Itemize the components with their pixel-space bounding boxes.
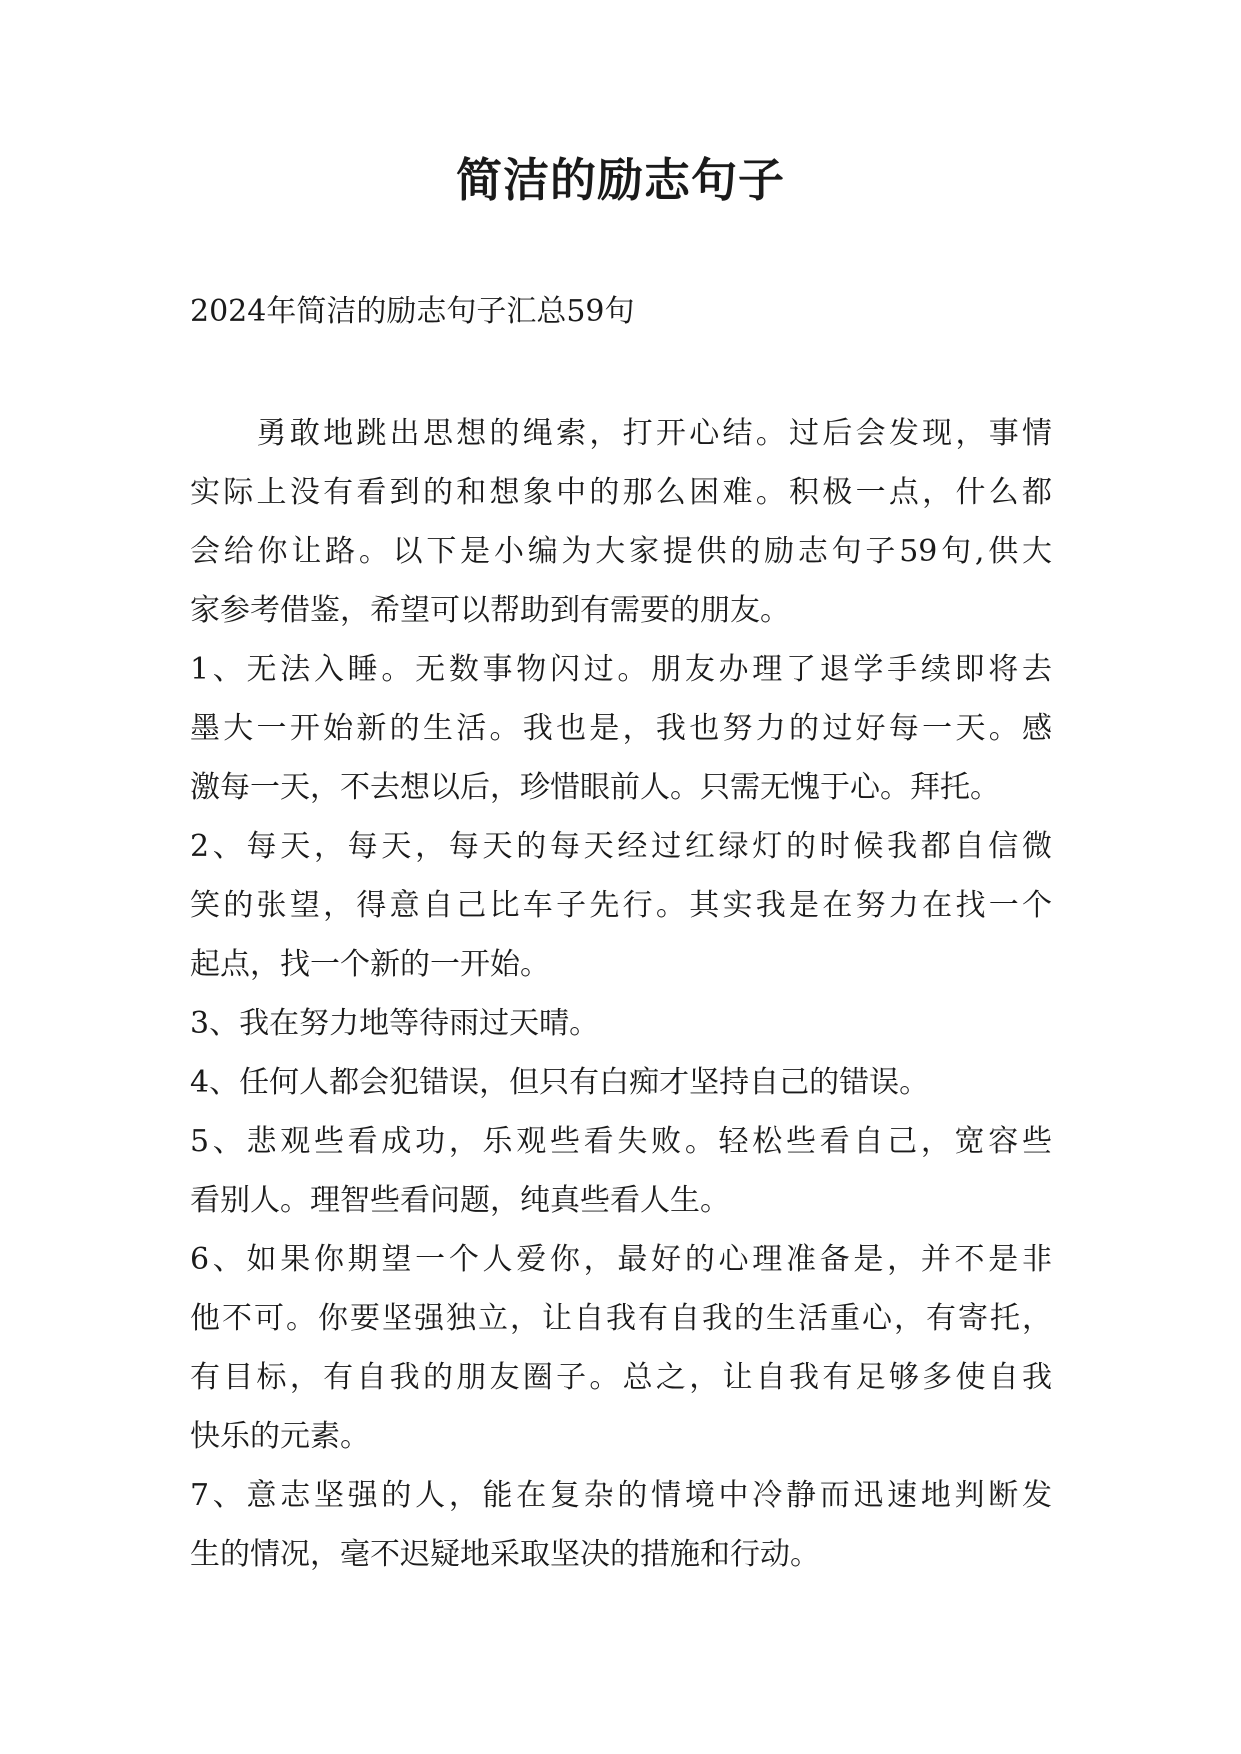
text-line: 7、意志坚强的人，能在复杂的情境中冷静而迅速地判断发 [190,1478,1052,1513]
text-line: 激每一天，不去想以后，珍惜眼前人。只需无愧于心。拜托。 [190,770,1000,805]
text-line: 墨大一开始新的生活。我也是，我也努力的过好每一天。感 [190,711,1052,746]
text-line: 6、如果你期望一个人爱你，最好的心理准备是，并不是非 [190,1242,1052,1277]
text-line: 快乐的元素。 [190,1419,370,1454]
text-line: 家参考借鉴，希望可以帮助到有需要的朋友。 [190,593,790,628]
document-title: 简洁的励志句子 [456,153,785,207]
text-line: 2、每天，每天，每天的每天经过红绿灯的时候我都自信微 [190,829,1052,864]
text-line: 笑的张望，得意自己比车子先行。其实我是在努力在找一个 [190,888,1052,923]
text-line: 看别人。理智些看问题，纯真些看人生。 [190,1183,730,1218]
document-body [190,404,1052,1584]
text-line: 实际上没有看到的和想象中的那么困难。积极一点，什么都 [190,475,1052,510]
text-line: 生的情况，毫不迟疑地采取坚决的措施和行动。 [190,1537,820,1572]
text-line: 3、我在努力地等待雨过天晴。 [190,1006,600,1041]
text-line: 有目标，有自我的朋友圈子。总之，让自我有足够多使自我 [190,1360,1052,1395]
text-line: 1、无法入睡。无数事物闪过。朋友办理了退学手续即将去 [190,652,1052,687]
text-line: 起点，找一个新的一开始。 [190,947,550,982]
text-line: 4、任何人都会犯错误，但只有白痴才坚持自己的错误。 [190,1065,930,1100]
text-line: 5、悲观些看成功，乐观些看失败。轻松些看自己，宽容些 [190,1124,1052,1159]
text-line: 他不可。你要坚强独立，让自我有自我的生活重心，有寄托， [190,1301,1052,1336]
document-subtitle: 2024年简洁的励志句子汇总59句 [190,294,635,329]
text-line: 勇敢地跳出思想的绳索，打开心结。过后会发现，事情 [190,416,1052,451]
text-line: 会给你让路。以下是小编为大家提供的励志句子59句,供大 [190,534,1052,569]
